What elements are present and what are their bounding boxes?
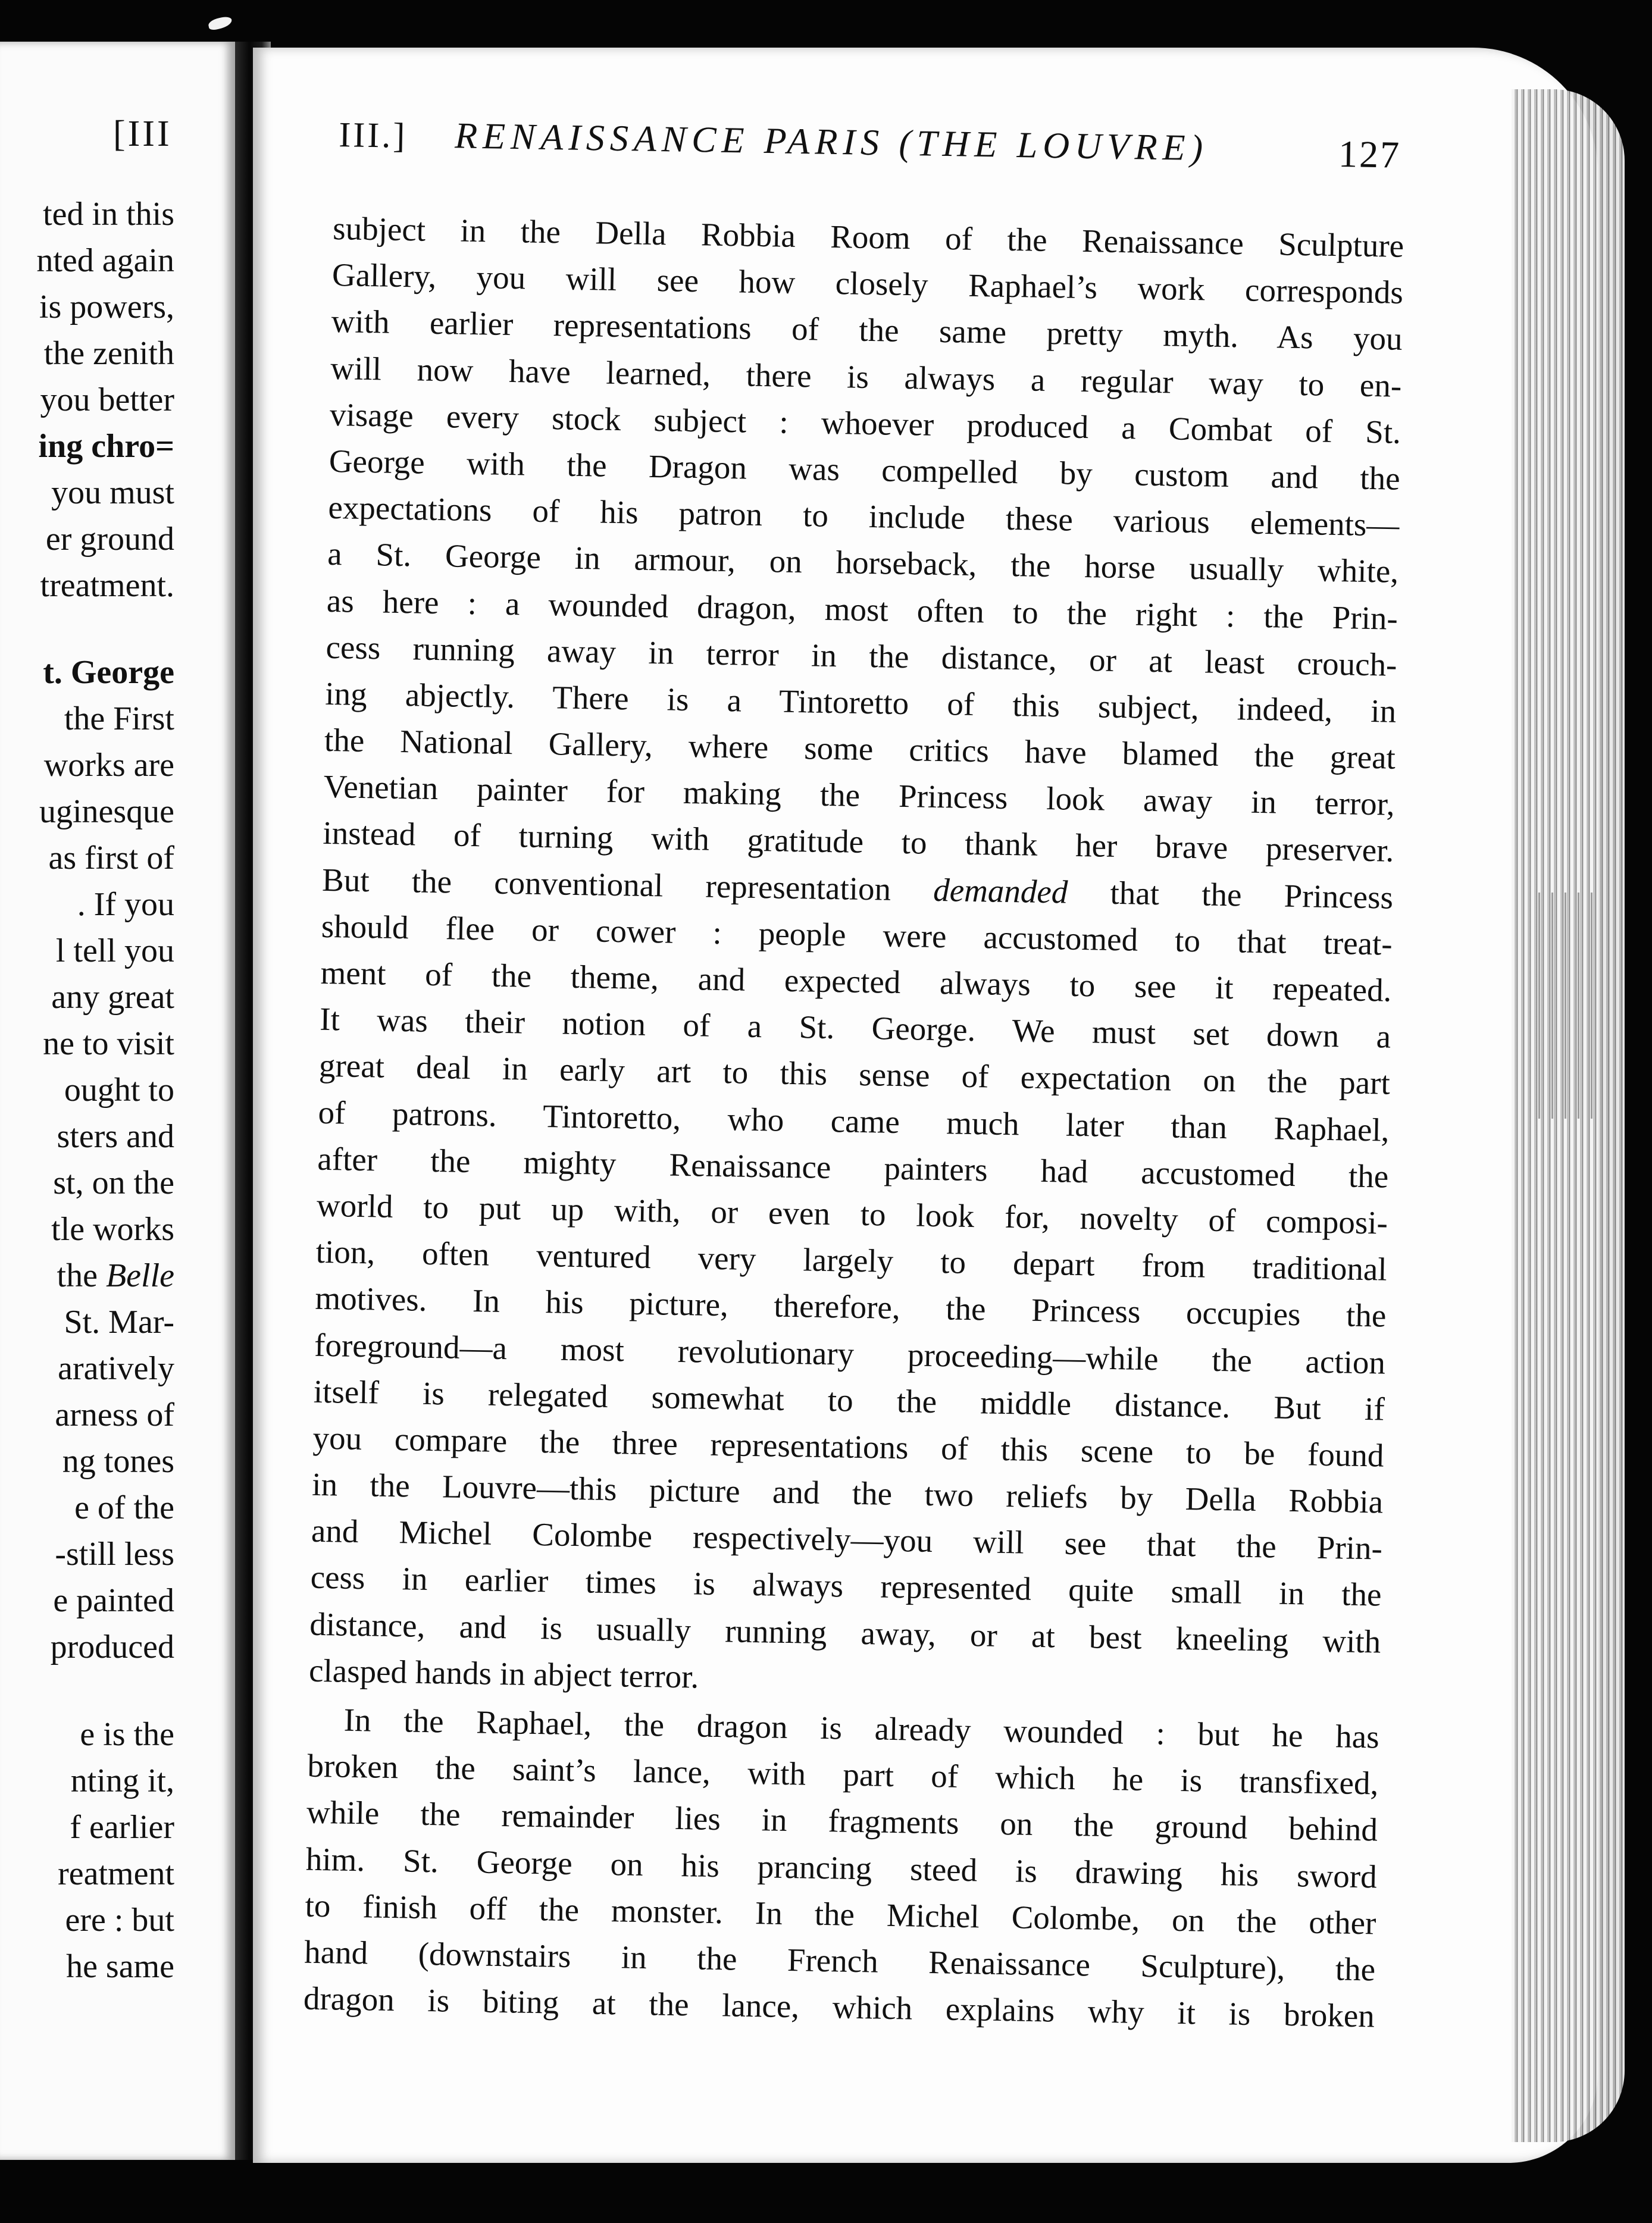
text-line: will now have learned, there is always a regular way to en- xyxy=(330,349,1402,404)
body-text xyxy=(303,205,1404,2040)
left-line: tle works xyxy=(51,1211,174,1248)
emphasized-word: demanded xyxy=(933,871,1068,910)
text-line: instead of turning with gratitude to thank her brave preserver. xyxy=(323,815,1394,869)
left-line-italic: Belle xyxy=(105,1257,174,1294)
left-line: e is the xyxy=(80,1716,174,1753)
text-line: you compare the three representations of this scene to be found xyxy=(312,1419,1384,1474)
text-line: while the remainder lies in fragments on the ground behind xyxy=(306,1794,1378,1848)
text-line: broken the saint’s lance, with part of which he is transfixed, xyxy=(307,1747,1379,1802)
left-line: you better xyxy=(40,381,174,418)
left-line: st, on the xyxy=(53,1164,174,1201)
left-line: . If you xyxy=(77,886,174,923)
text-line: Venetian painter for making the Princess look away in terror, xyxy=(323,768,1396,822)
left-line: reatment xyxy=(58,1855,174,1892)
chapter-marker: III.] xyxy=(338,115,408,155)
left-line: St. Mar- xyxy=(64,1304,174,1341)
left-line: e of the xyxy=(74,1489,174,1526)
text-line: In the Raphael, the dragon is already wounded : but he has xyxy=(343,1701,1380,1755)
text-line: visage every stock subject : whoever produced a Combat of St. xyxy=(329,396,1401,450)
text-line: after the mighty Renaissance painters had accustomed the xyxy=(317,1140,1389,1195)
left-line: ng tones xyxy=(62,1443,174,1480)
text-line: should flee or cower : people were accustomed to that treat- xyxy=(321,907,1393,962)
left-line: e painted xyxy=(53,1582,174,1619)
left-line: uginesque xyxy=(39,793,174,830)
text-segment: that the Princess xyxy=(1067,873,1394,916)
text-line: of patrons. Tintoretto, who came much later than Raphael, xyxy=(318,1094,1390,1148)
text-line: It was their notion of a St. George. We must set down a xyxy=(319,1001,1391,1055)
text-line: motives. In his picture, therefore, the Princess occupies the xyxy=(315,1280,1387,1334)
text-line: him. St. George on his prancing steed is drawing his sword xyxy=(305,1840,1378,1895)
page-edge-marks xyxy=(1532,893,1598,1119)
left-line: er ground xyxy=(45,521,174,558)
text-line: distance, and is usually running away, or at best kneeling with xyxy=(309,1605,1381,1660)
left-line: -still less xyxy=(55,1536,174,1573)
text-line: a St. George in armour, on horseback, the horse usually white, xyxy=(327,536,1399,590)
text-line: tion, often ventured very largely to depart from traditional xyxy=(315,1233,1388,1288)
text-segment: But the conventional representation xyxy=(321,861,934,908)
left-line: l tell you xyxy=(55,932,174,969)
text-line: in the Louvre—this picture and the two reliefs by Della Robbia xyxy=(311,1466,1384,1520)
left-line: ne to visit xyxy=(43,1025,174,1062)
left-line: ted in this xyxy=(43,196,174,233)
text-line: as here : a wounded dragon, most often to the right : the Prin- xyxy=(326,582,1398,637)
page-number: 127 xyxy=(1338,132,1401,176)
running-title: RENAISSANCE PARIS (THE LOUVRE) xyxy=(454,115,1209,169)
left-line: works are xyxy=(43,747,174,784)
left-line: treatment. xyxy=(40,567,174,604)
text-line: foreground—a most revolutionary proceeding—while the action xyxy=(314,1326,1386,1381)
left-line-prefix: the xyxy=(57,1257,106,1294)
left-line: he same xyxy=(66,1948,174,1985)
text-line: the National Gallery, where some critics have blamed the great xyxy=(324,721,1396,776)
left-line: nted again xyxy=(36,242,174,279)
text-line: expectations of his patron to include these various elements— xyxy=(328,489,1400,543)
text-line: ing abjectly. There is a Tintoretto of this subject, indeed, in xyxy=(324,675,1397,729)
text-line: Gallery, you will see how closely Raphael’s work corresponds xyxy=(331,256,1404,311)
left-line: t. George xyxy=(43,654,174,691)
left-line: nting it, xyxy=(70,1762,174,1799)
text-line: world to put up with, or even to look for, novelty of composi- xyxy=(316,1186,1388,1241)
left-line: aratively xyxy=(58,1350,174,1387)
left-line: you must xyxy=(51,474,174,511)
left-line: the First xyxy=(64,700,174,737)
left-line: arness of xyxy=(55,1397,174,1433)
text-line: hand (downstairs in the French Renaissance Sculpture), the xyxy=(304,1933,1376,1988)
text-line: ment of the theme, and expected always to see it repeated. xyxy=(320,954,1392,1009)
text-line: with earlier representations of the same pretty myth. As you xyxy=(331,303,1403,358)
text-line: George with the Dragon was compelled by custom and the xyxy=(328,442,1401,497)
text-line: great deal in early art to this sense of expectation on the part xyxy=(318,1047,1391,1102)
left-line: is powers, xyxy=(39,289,174,325)
text-line: cess running away in terror in the distance, or at least crouch- xyxy=(326,628,1397,683)
text-line: itself is relegated somewhat to the middle distance. But if xyxy=(313,1373,1385,1427)
left-line: f earlier xyxy=(70,1809,174,1846)
left-line xyxy=(57,1255,174,1297)
text-line: subject in the Della Robbia Room of the Renaissance Sculpture xyxy=(332,209,1404,264)
text-line: cess in earlier times is always represented quite small in the xyxy=(310,1559,1382,1613)
left-line: ing chro= xyxy=(38,428,174,465)
paper-speck xyxy=(208,15,233,31)
left-page xyxy=(0,42,235,2160)
left-line: ought to xyxy=(64,1072,174,1109)
left-line: the zenith xyxy=(43,335,174,372)
text-line: to finish off the monster. In the Michel Colombe, on the other xyxy=(305,1887,1376,1942)
left-line: sters and xyxy=(57,1118,174,1155)
left-line: any great xyxy=(51,979,174,1016)
text-line: and Michel Colombe respectively—you will see that the Prin- xyxy=(311,1512,1383,1567)
text-line: clasped hands in abject terror. xyxy=(308,1652,699,1695)
left-page-header: [III xyxy=(113,114,172,154)
left-line: ere : but xyxy=(65,1902,174,1939)
left-line: produced xyxy=(50,1629,174,1665)
text-line: dragon is biting at the lance, which explains why it is broken xyxy=(303,1980,1375,2034)
left-line: as first of xyxy=(48,840,174,876)
